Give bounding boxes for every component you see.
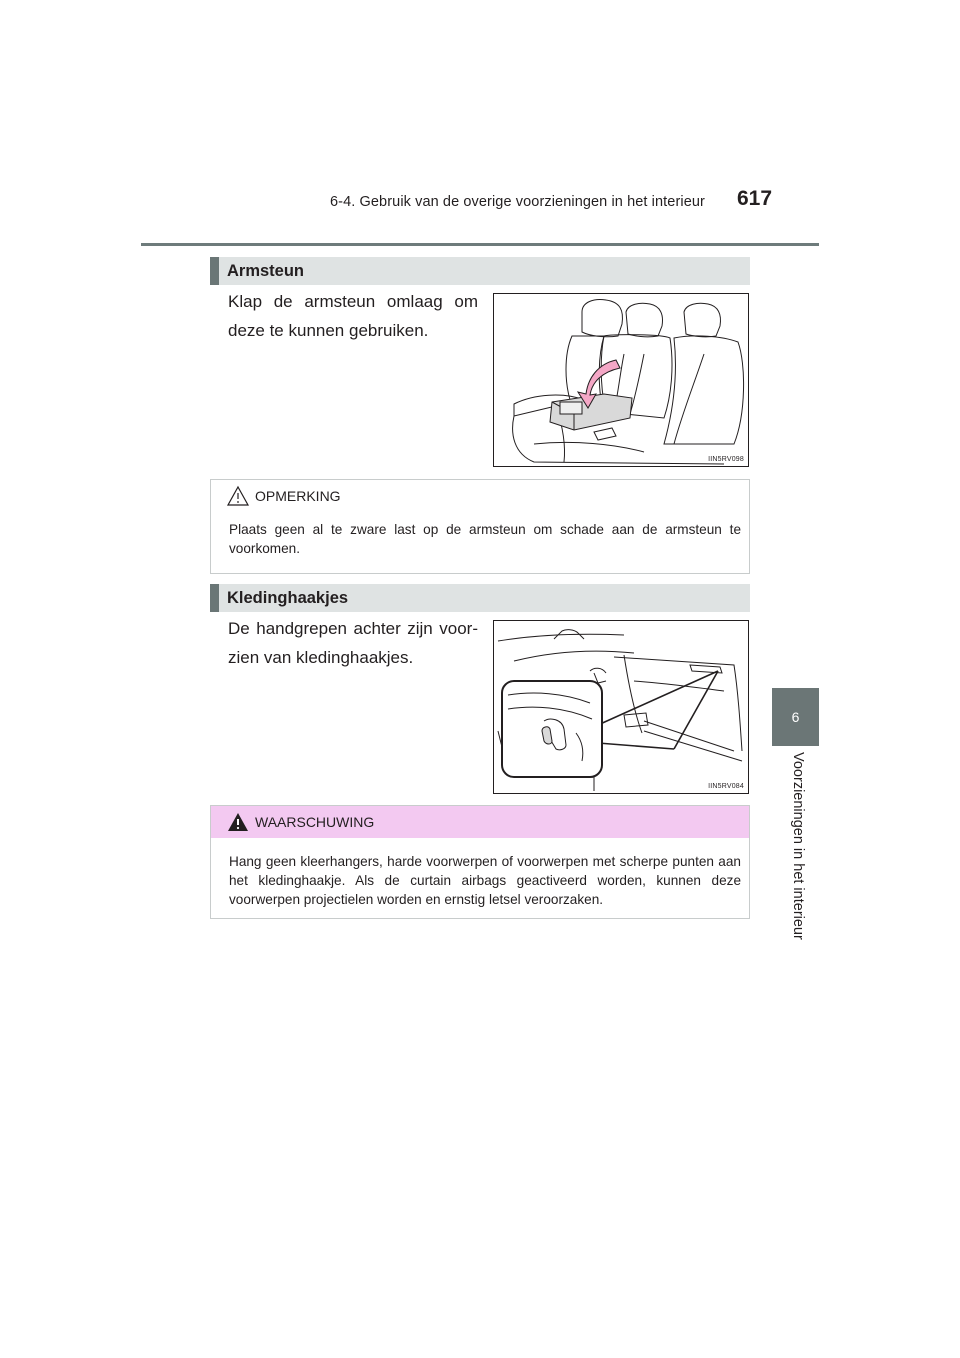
coat-hook-drawing: [494, 621, 748, 793]
notice-header: [211, 480, 749, 512]
kledinghaakjes-text: De handgrepen achter zijn voor-zien van kledinghaakjes.: [228, 619, 478, 667]
warning-box: [210, 805, 750, 919]
chapter-tab[interactable]: [772, 688, 819, 746]
notice-title: OPMERKING: [255, 488, 341, 504]
notice-box: [210, 479, 750, 574]
page-number: 617: [737, 187, 773, 210]
section-heading-kledinghaakjes: Kledinghaakjes: [210, 584, 750, 612]
armrest-drawing: [494, 294, 748, 466]
figure-code: IIN5RV098: [708, 456, 744, 463]
chapter-number: 6: [791, 709, 800, 725]
notice-text: Plaats geen al te zware last op de armsteun om schade aan de armsteun te voorkomen.: [229, 522, 741, 556]
caution-outline-icon: [226, 485, 250, 507]
warning-text: Hang geen kleerhangers, harde voorwerpen of voorwerpen met scherpe punten aan het kledinghaakje. Als de curtain airbags geactiveerd worden, kunnen deze voorwerpen projectielen worden en ernstig letsel veroorzaken.: [229, 854, 741, 907]
warning-triangle-icon: [226, 811, 250, 833]
armsteun-text: Klap de armsteun omlaag om deze te kunnen gebruiken.: [228, 292, 478, 340]
figure-code: IIN5RV084: [708, 783, 744, 790]
warning-title: WAARSCHUWING: [255, 814, 375, 830]
warning-header: [211, 806, 749, 838]
coat-hook-illustration: [493, 620, 749, 794]
armrest-illustration: [493, 293, 749, 467]
header-divider: [141, 243, 819, 246]
running-header: 6-4. Gebruik van de overige voorzieningen in het interieur: [330, 194, 705, 210]
chapter-title: Voorzieningen in het interieur: [790, 752, 806, 940]
section-heading-armsteun: Armsteun: [210, 257, 750, 285]
